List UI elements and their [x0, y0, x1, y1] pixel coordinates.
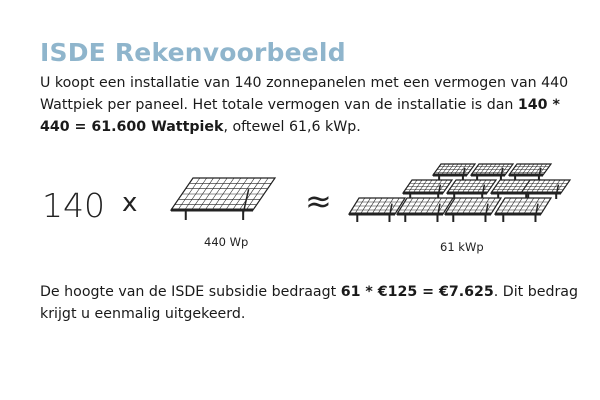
- page-title: ISDE Rekenvoorbeeld: [40, 38, 346, 67]
- multiply-sign: x: [122, 188, 138, 218]
- solar-array-icon: [345, 162, 565, 237]
- panel-count: 140: [42, 186, 105, 225]
- panel: [349, 198, 405, 222]
- intro-text-end: , oftewel 61,6 kWp.: [223, 119, 361, 135]
- panel: [471, 164, 513, 180]
- outro-paragraph: [40, 281, 580, 325]
- single-panel-label: 440 Wp: [204, 235, 249, 249]
- approx-sign: ≈: [305, 182, 332, 220]
- outro-calculation: 61 * €125 = €7.625: [340, 284, 494, 300]
- intro-paragraph: [40, 72, 570, 138]
- intro-calculation: 140 * 440 = 61.600 Wattpiek: [40, 97, 560, 135]
- panel: [397, 198, 453, 222]
- panel: [403, 180, 452, 199]
- array-label: 61 kWp: [440, 240, 484, 254]
- panel: [445, 198, 501, 222]
- outro-text-start: De hoogte van de ISDE subsidie bedraagt: [40, 284, 341, 300]
- panel: [171, 178, 275, 220]
- panel: [433, 164, 475, 180]
- panel: [521, 180, 570, 199]
- panel: [509, 164, 551, 180]
- solar-panel-icon: [168, 172, 278, 222]
- panel: [495, 198, 551, 222]
- outro-text-end: . Dit bedrag krijgt u eenmalig uitgekeerd.: [40, 284, 578, 322]
- panel: [447, 180, 496, 199]
- intro-text-start: U koopt een installatie van 140 zonnepanelen met een vermogen van 440 Wattpiek per paneel. Het totale vermogen van de installatie is dan: [40, 75, 569, 113]
